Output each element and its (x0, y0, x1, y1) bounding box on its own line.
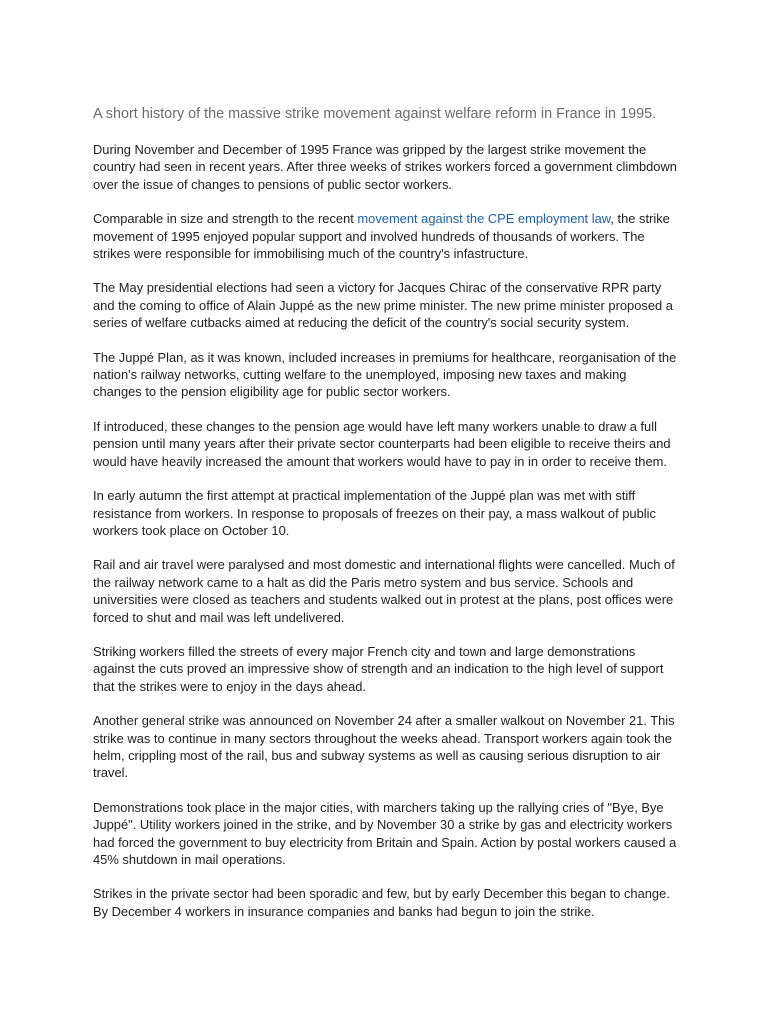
paragraph-8: Striking workers filled the streets of every major French city and town and large demonstrations against the cuts proved an impressive show of strength and an indication to the high level of support that the strikes were to enjoy in the days ahead. (93, 643, 664, 694)
paragraph-3: The May presidential elections had seen a victory for Jacques Chirac of the conservative RPR party and the coming to office of Alain Juppé as the new prime minister. The new prime minister proposed a series of welfare cutbacks aimed at reducing the deficit of the country's social security system. (93, 280, 673, 331)
paragraph-1: During November and December of 1995 France was gripped by the largest strike movement the country had seen in recent years. After three weeks of strikes workers forced a government climbdown over the issue of changes to pensions of public sector workers. (93, 142, 677, 192)
cpe-movement-link[interactable]: movement against the CPE employment law (357, 211, 611, 227)
paragraph-4: The Juppé Plan, as it was known, included increases in premiums for healthcare, reorganisation of the nation's railway networks, cutting welfare to the unemployed, imposing new taxes and making changes to the pension eligibility age for public sector workers. (93, 349, 677, 400)
paragraph-2-tail: , the strike movement of 1995 enjoyed popular support and involved hundreds of thousands of workers. The strikes were responsible for immobilising much of the country's infastructure. (93, 211, 670, 262)
paragraph-5: If introduced, these changes to the pension age would have left many workers unable to draw a full pension until many years after their private sector counterparts had been eligible to receive theirs and would have heavily increased the amount that workers would have to pay in in order to receive them. (93, 418, 671, 469)
paragraph-9: Another general strike was announced on November 24 after a smaller walkout on November 21. This strike was to continue in many sectors throughout the weeks ahead. Transport workers again took the helm, crippling most of the rail, bus and subway systems as well as causing serious disruption to air travel. (93, 713, 675, 781)
paragraph-7: Rail and air travel were paralysed and most domestic and international flights were cancelled. Much of the railway network came to a halt as did the Paris metro system and bus service. Schools and universities were closed as teachers and students walked out in protest at the plans, post offices were forced to shut and mail was left undelivered. (93, 557, 675, 625)
paragraph-11: Strikes in the private sector had been sporadic and few, but by early December this began to change. By December 4 workers in insurance companies and banks had begun to join the strike. (93, 886, 670, 919)
article-body (93, 104, 678, 937)
paragraph-6: In early autumn the first attempt at practical implementation of the Juppé plan was met with stiff resistance from workers. In response to proposals of freezes on their pay, a mass walkout of public workers took place on October 10. (93, 488, 656, 538)
paragraph-2 (93, 210, 678, 262)
paragraph-10: Demonstrations took place in the major cities, with marchers taking up the rallying cries of "Bye, Bye Juppé". Utility workers joined in the strike, and by November 30 a strike by gas and electricity workers had forced the government to buy electricity from Britain and Spain. Action by postal workers caused a 45% shutdown in mail operations. (93, 799, 677, 867)
article-intro: A short history of the massive strike movement against welfare reform in France in 1995. (93, 106, 657, 122)
paragraph-2-lead: Comparable in size and strength to the recent (93, 211, 358, 227)
